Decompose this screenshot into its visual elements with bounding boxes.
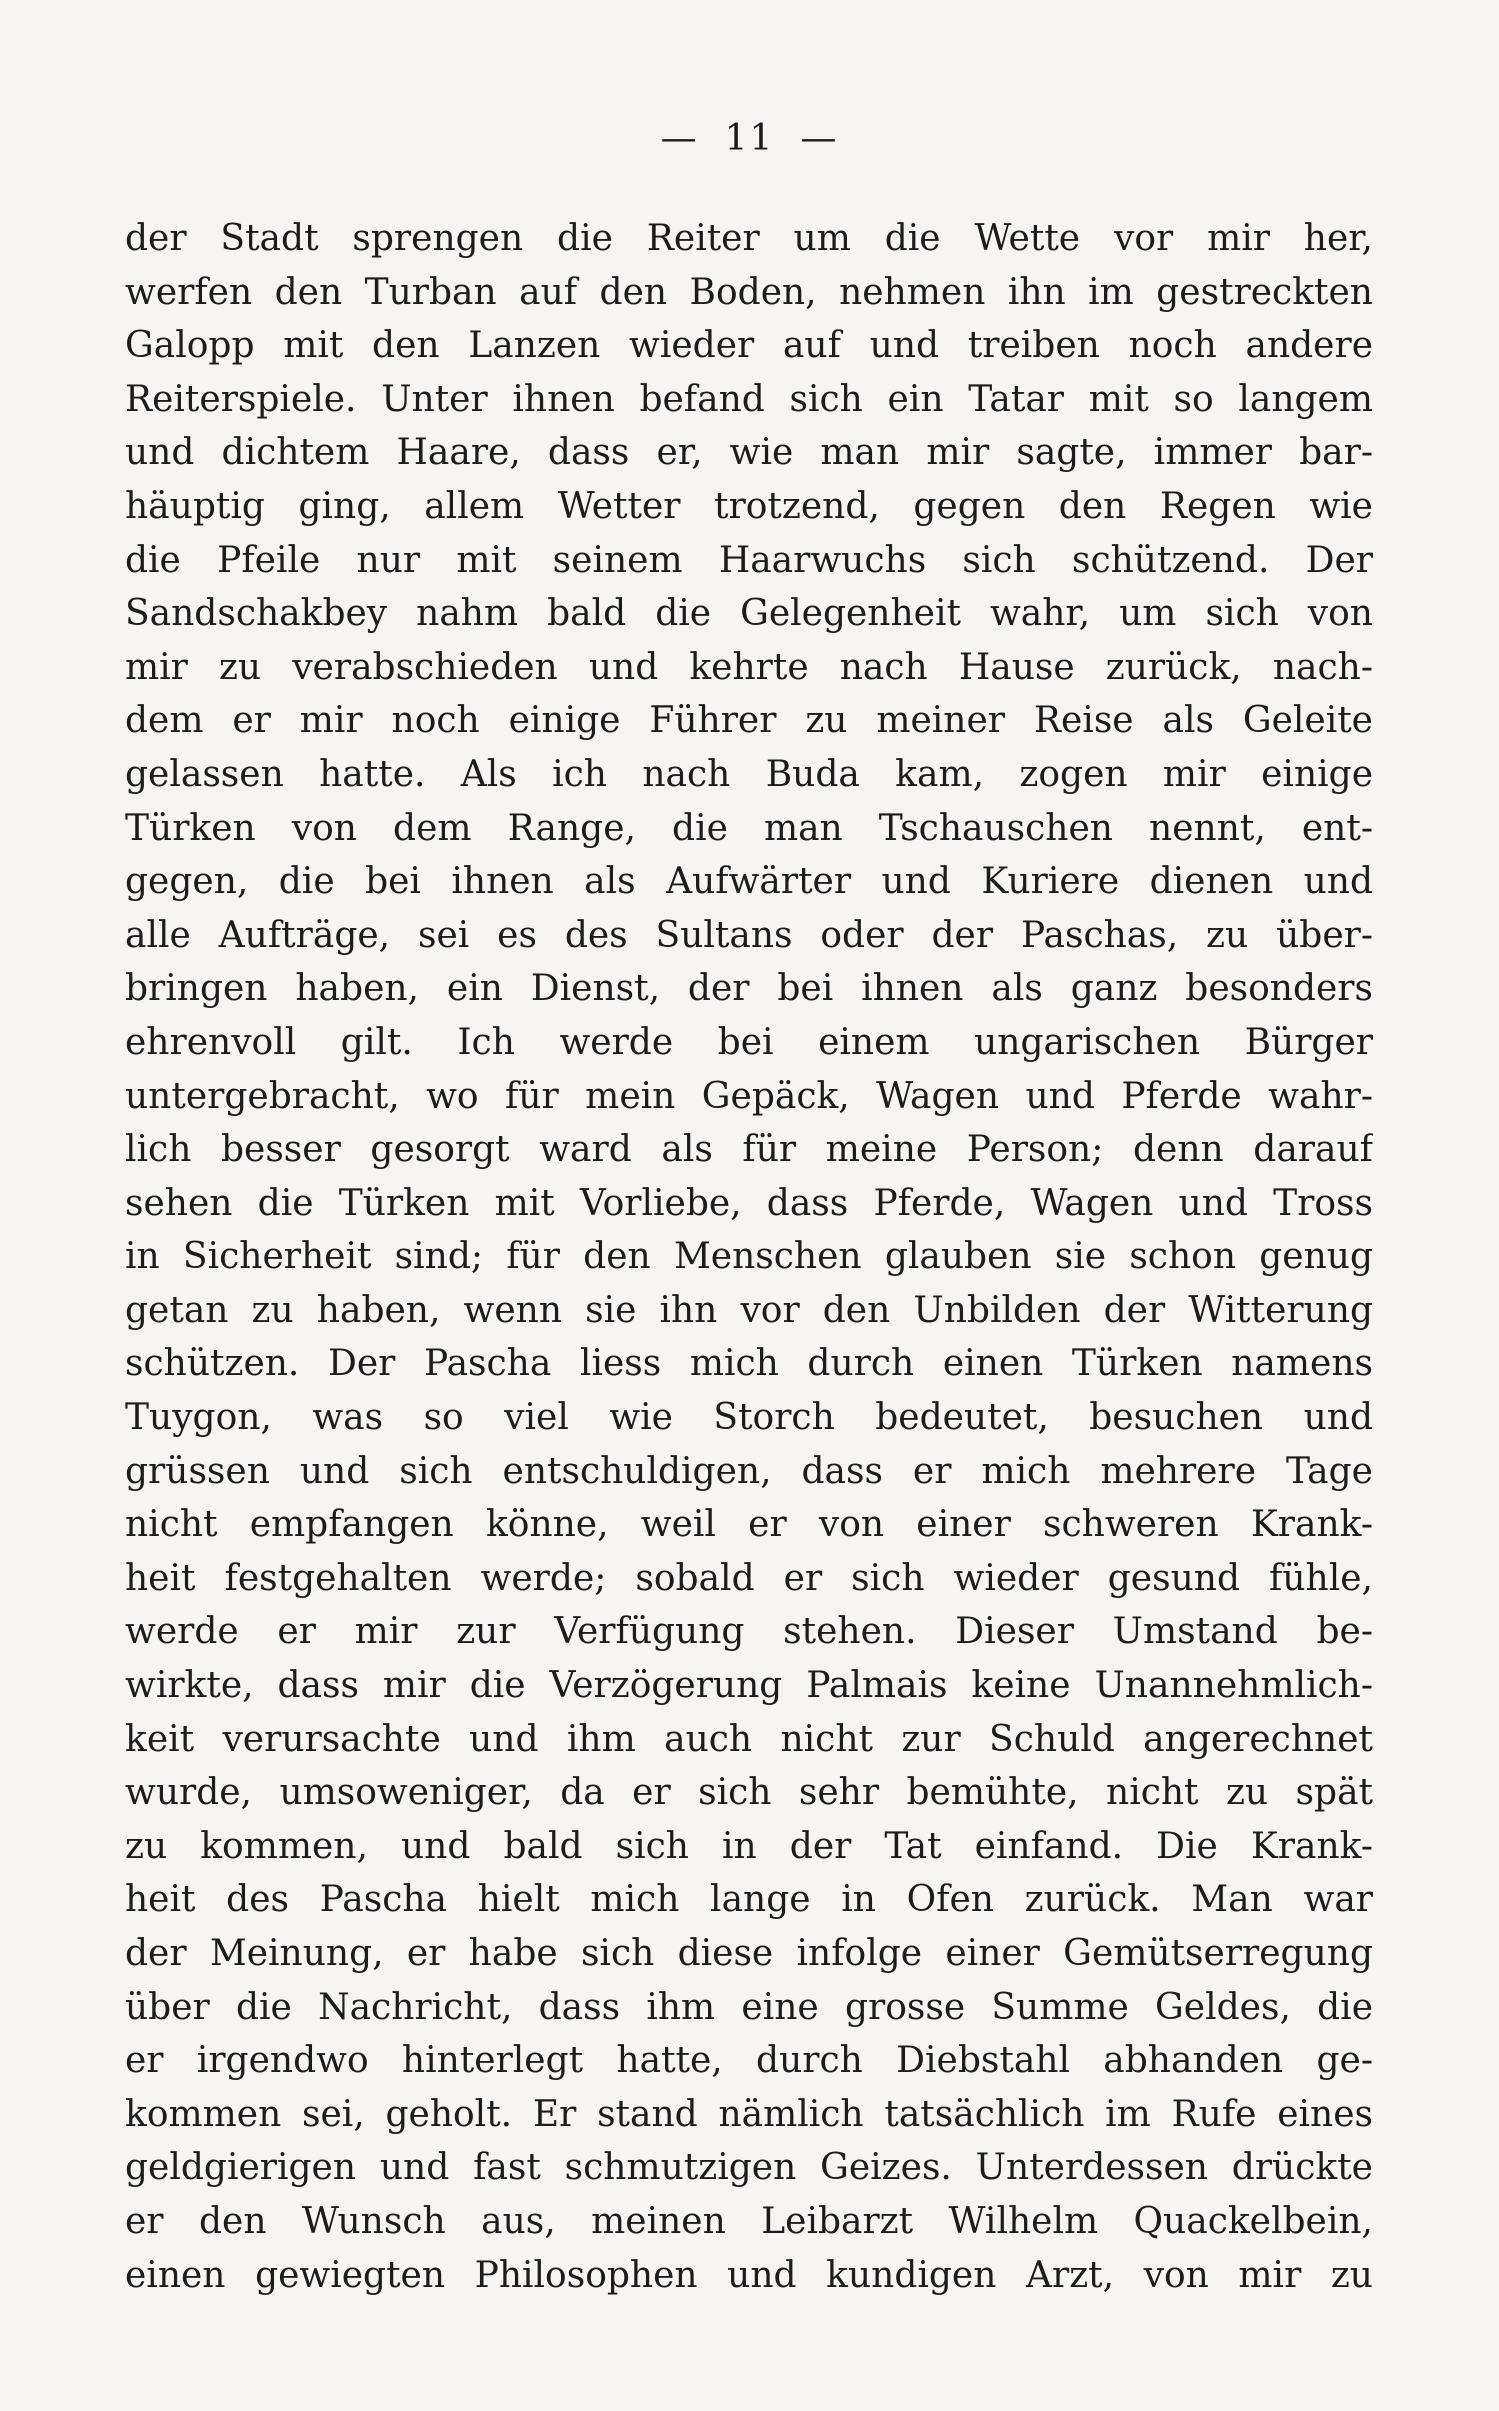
text-line: wirkte, dass mir die Verzögerung Palmais keine Unannehmlich- xyxy=(125,1665,1373,1707)
text-line: bringen haben, ein Dienst, der bei ihnen als ganz besonders xyxy=(125,968,1373,1010)
text-line: sehen die Türken mit Vorliebe, dass Pferde, Wagen und Tross xyxy=(125,1182,1373,1224)
text-line: heit des Pascha hielt mich lange in Ofen zurück. Man war xyxy=(125,1879,1373,1921)
text-line: in Sicherheit sind; für den Menschen glauben sie schon genug xyxy=(125,1236,1373,1278)
text-line: alle Aufträge, sei es des Sultans oder der Paschas, zu über- xyxy=(125,914,1373,956)
text-line: lich besser gesorgt ward als für meine Person; denn darauf xyxy=(125,1129,1373,1171)
text-line: wurde, umsoweniger, da er sich sehr bemühte, nicht zu spät xyxy=(125,1772,1373,1814)
text-line: nicht empfangen könne, weil er von einer schweren Krank- xyxy=(125,1504,1373,1546)
text-line: einen gewiegten Philosophen und kundigen Arzt, von mir zu xyxy=(125,2254,1373,2296)
text-line: getan zu haben, wenn sie ihn vor den Unbilden der Witterung xyxy=(125,1289,1373,1331)
text-line: keit verursachte und ihm auch nicht zur Schuld angerechnet xyxy=(125,1718,1373,1760)
body-text xyxy=(125,212,1373,2302)
text-line: untergebracht, wo für mein Gepäck, Wagen und Pferde wahr- xyxy=(125,1075,1373,1117)
text-line: gegen, die bei ihnen als Aufwärter und Kuriere dienen und xyxy=(125,861,1373,903)
header-dash-left: — xyxy=(660,118,699,159)
text-line: heit festgehalten werde; sobald er sich wieder gesund fühle, xyxy=(125,1557,1373,1599)
text-line: ehrenvoll gilt. Ich werde bei einem ungarischen Bürger xyxy=(125,1021,1373,1063)
text-line: häuptig ging, allem Wetter trotzend, gegen den Regen wie xyxy=(125,485,1373,527)
text-line: gelassen hatte. Als ich nach Buda kam, zogen mir einige xyxy=(125,753,1373,795)
text-line: kommen sei, geholt. Er stand nämlich tatsächlich im Rufe eines xyxy=(125,2093,1373,2135)
text-line: Türken von dem Range, die man Tschauschen nennt, ent- xyxy=(125,807,1373,849)
text-line: werde er mir zur Verfügung stehen. Dieser Umstand be- xyxy=(125,1611,1373,1653)
text-line: mir zu verabschieden und kehrte nach Hause zurück, nach- xyxy=(125,646,1373,688)
text-line: Galopp mit den Lanzen wieder auf und treiben noch andere xyxy=(125,325,1373,367)
text-line: und dichtem Haare, dass er, wie man mir sagte, immer bar- xyxy=(125,432,1373,474)
text-line: der Meinung, er habe sich diese infolge einer Gemütserregung xyxy=(125,1933,1373,1974)
text-line: die Pfeile nur mit seinem Haarwuchs sich schützend. Der xyxy=(125,539,1373,581)
text-line: werfen den Turban auf den Boden, nehmen ihn im gestreckten xyxy=(125,271,1373,313)
text-line: der Stadt sprengen die Reiter um die Wette vor mir her, xyxy=(125,218,1373,259)
text-line: über die Nachricht, dass ihm eine grosse Summe Geldes, die xyxy=(125,1986,1373,2028)
text-line: schützen. Der Pascha liess mich durch einen Türken namens xyxy=(125,1343,1373,1385)
text-line: Tuygon, was so viel wie Storch bedeutet, besuchen und xyxy=(125,1397,1373,1439)
text-line: Sandschakbey nahm bald die Gelegenheit wahr, um sich von xyxy=(125,593,1373,635)
text-line: er den Wunsch aus, meinen Leibarzt Wilhelm Quackelbein, xyxy=(125,2200,1373,2242)
text-line: grüssen und sich entschuldigen, dass er mich mehrere Tage xyxy=(125,1450,1373,1492)
text-line: er irgendwo hinterlegt hatte, durch Diebstahl abhanden ge- xyxy=(125,2040,1373,2082)
page-number: 11 xyxy=(724,118,775,159)
text-line: dem er mir noch einige Führer zu meiner Reise als Geleite xyxy=(125,700,1373,742)
text-line: geldgierigen und fast schmutzigen Geizes. Unterdessen drückte xyxy=(125,2147,1373,2189)
page-number-header xyxy=(0,118,1499,159)
text-line: zu kommen, und bald sich in der Tat einfand. Die Krank- xyxy=(125,1825,1373,1867)
text-line: Reiterspiele. Unter ihnen befand sich ein Tatar mit so langem xyxy=(125,378,1373,420)
header-dash-right: — xyxy=(800,118,839,159)
